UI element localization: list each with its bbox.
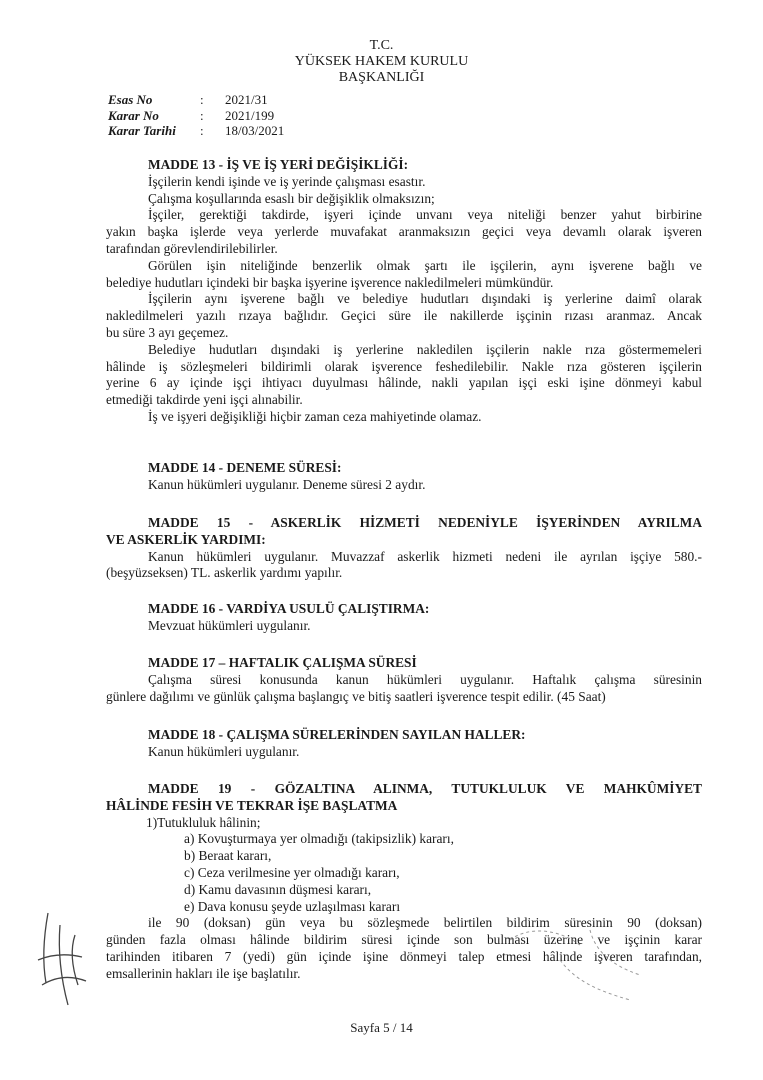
paragraph-line: ile 90 (doksan) gün veya bu sözleşmede belirtilen bildirim süresinin 90 (doksan) (148, 915, 702, 931)
paragraph-line: Kanun hükümleri uygulanır. Deneme süresi 2 aydır. (148, 476, 426, 492)
meta-row-karar: Karar No : 2021/199 (108, 107, 275, 123)
paragraph-line: (beşyüzseksen) TL. askerlik yardımı yapılır. (106, 565, 343, 581)
paragraph-line: etmediği takdirde yeni işçi alınabilir. (106, 392, 303, 408)
paragraph-line: İşçilerin kendi işinde ve iş yerinde çalışması esastır. (148, 173, 426, 189)
paragraph-line: Kanun hükümleri uygulanır. Muvazzaf askerlik hizmeti nedeni ile ayrılan işçiye 580.- (148, 548, 702, 564)
paragraph-line: Belediye hudutları dışındaki iş yerlerine nakledilen işçilerin nakle rıza göstermemeleri (148, 341, 702, 357)
list-item: c) Ceza verilmesine yer olmadığı kararı, (184, 864, 400, 880)
article-19-title-cont: HÂLİNDE FESİH VE TEKRAR İŞE BAŞLATMA (106, 797, 398, 813)
article-18 (106, 727, 702, 761)
article-15-title: MADDE 15 - ASKERLİK HİZMETİ NEDENİYLE İŞYERİNDEN AYRILMA (148, 515, 702, 530)
article-13 (106, 157, 702, 426)
article-14 (106, 460, 702, 494)
meta-row-esas: Esas No : 2021/31 (108, 92, 268, 107)
article-13-title: MADDE 13 - İŞ VE İŞ YERİ DEĞİŞİKLİĞİ: (148, 157, 409, 172)
list-item: a) Kovuşturmaya yer olmadığı (takipsizlik) kararı, (184, 831, 454, 847)
paragraph-line: yakın başka işlerde veya yerlerde muvafakat aranmaksızın geçici veya devamlı olarak işveren (106, 224, 702, 240)
signature-image (20, 905, 100, 1015)
page-number: Sayfa 5 / 14 (350, 1020, 413, 1035)
paragraph-line: hâlinde iş sözleşmeleri bildirimli olarak işverence feshedilebilir. Nakle rıza gösteren işçilerin (106, 358, 702, 374)
paragraph-line: tarafından görevlendirilebilirler. (106, 240, 278, 256)
paragraph-line: nakledilmeleri yazılı rızaya bağlıdır. Geçici süre ile nakillerde işçinin rızası aranmaz. Ancak (106, 308, 702, 324)
meta-row-tarih: Karar Tarihi : 18/03/2021 (108, 123, 285, 138)
paragraph-line: 1)Tutukluluk hâlinin; (146, 814, 261, 830)
article-18-title: MADDE 18 - ÇALIŞMA SÜRELERİNDEN SAYILAN HALLER: (148, 727, 526, 742)
paragraph-line: bu süre 3 ayı geçemez. (106, 324, 229, 340)
article-14-title: MADDE 14 - DENEME SÜRESİ: (148, 460, 342, 475)
paragraph-line: emsallerinin hakları ile işe başlatılır. (106, 965, 301, 981)
header-department: BAŞKANLIĞI (338, 70, 425, 85)
header-tc: T.C. (369, 38, 394, 53)
case-metadata (108, 92, 284, 139)
paragraph-line: günden fazla olması hâlinde bildirim süresi içinde son bulması üzerine ve işçinin karar (106, 932, 702, 948)
article-16-title: MADDE 16 - VARDİYA USULÜ ÇALIŞTIRMA: (148, 601, 430, 616)
paragraph-line: tarihinden itibaren 7 (yedi) gün içinde işine dönmeyi talep etmesi hâlinde işveren tarafından, (106, 948, 702, 964)
paragraph-line: yerine 6 ay içinde işçi ihtiyacı duyulması hâlinde, nakli yapılan işçi eski işine dönmeyi kabul (106, 375, 702, 391)
paragraph-line: Çalışma koşullarında esaslı bir değişiklik olmaksızın; (148, 190, 435, 206)
paragraph-line: belediye hudutları içindeki bir başka işyerine işverence nakledilmeleri mümkündür. (106, 274, 554, 290)
stamp-mark (500, 920, 650, 1010)
paragraph-line: İş ve işyeri değişikliği hiçbir zaman ceza mahiyetinde olamaz. (148, 408, 482, 424)
paragraph-line: Kanun hükümleri uygulanır. (148, 743, 300, 759)
list-item: d) Kamu davasının düşmesi kararı, (184, 881, 372, 897)
paragraph-line: İşçiler, gerektiği takdirde, işyeri içinde unvanı veya niteliği benzer yahut birbirine (148, 207, 702, 223)
list-item: b) Beraat kararı, (184, 848, 272, 864)
paragraph-line: İşçilerin aynı işverene bağlı ve belediye hudutları dışındaki iş yerlerine daimî olarak (148, 291, 702, 307)
paragraph-line: Çalışma süresi konusunda kanun hükümleri uygulanır. Haftalık çalışma süresinin (148, 671, 702, 687)
article-19-title: MADDE 19 - GÖZALTINA ALINMA, TUTUKLULUK VE MAHKÛMİYET (148, 781, 702, 796)
article-16 (106, 601, 702, 635)
paragraph-line: günlere dağılımı ve günlük çalışma başlangıç ve bitiş saatleri işverence tespit edilir. (45 Saat) (106, 688, 606, 704)
header-institution: YÜKSEK HAKEM KURULU (294, 54, 469, 69)
article-15 (106, 515, 702, 582)
paragraph-line: Görülen işin niteliğinde benzerlik olmak şartı ile işçilerin, aynı işverene bağlı ve (148, 257, 702, 273)
document-header (0, 38, 763, 86)
article-17 (106, 655, 702, 705)
paragraph-line: Mevzuat hükümleri uygulanır. (148, 617, 311, 633)
list-item: e) Dava konusu şeyde uzlaşılması kararı (184, 898, 401, 914)
article-15-title-cont: VE ASKERLİK YARDIMI: (106, 531, 266, 547)
article-17-title: MADDE 17 – HAFTALIK ÇALIŞMA SÜRESİ (148, 655, 417, 670)
